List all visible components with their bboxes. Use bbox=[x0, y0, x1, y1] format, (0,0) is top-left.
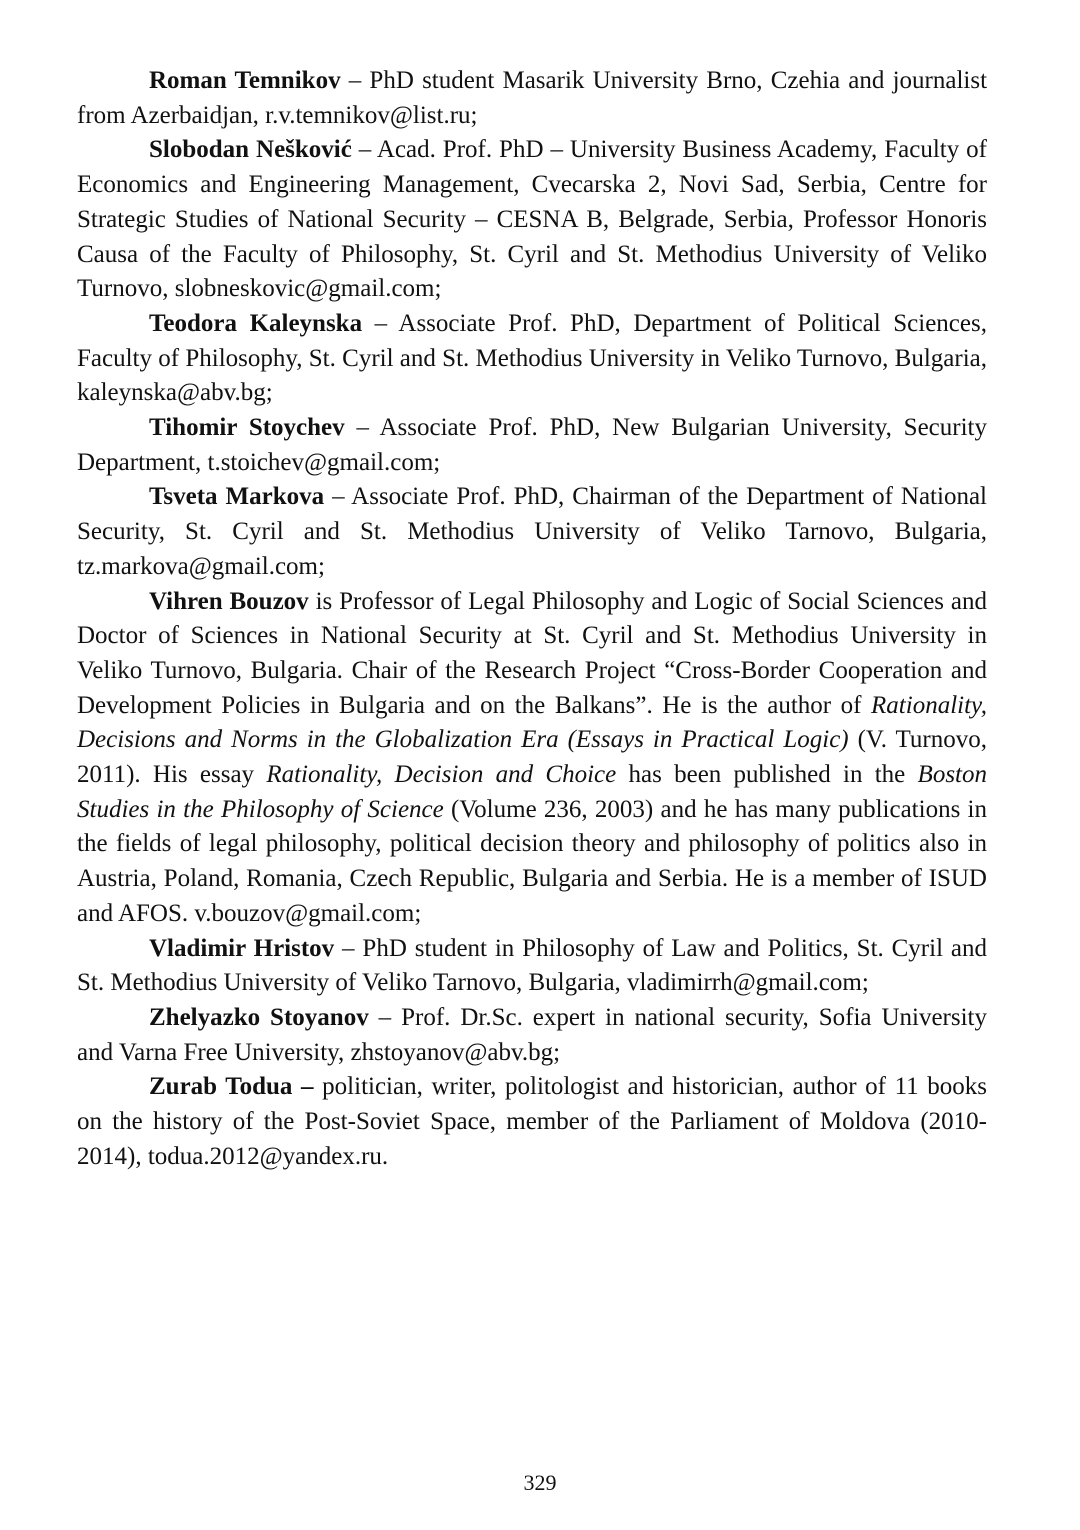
contributor-entry-neskovic bbox=[77, 133, 987, 307]
contributor-entry-temnikov bbox=[77, 64, 987, 133]
contributor-description: – PhD student in Philosophy of Law and Politics, St. Cyril and St. Methodius University of Veliko Tarnovo, Bulgaria, vladimirrh@gmail.com; bbox=[77, 934, 987, 997]
contributor-name: Zurab Todua – bbox=[149, 1073, 314, 1101]
contributors-list bbox=[77, 64, 987, 1175]
contributor-name: Teodora Kaleynska bbox=[149, 309, 363, 337]
series-title: Boston Studies in the Philosophy of Science bbox=[77, 761, 987, 823]
contributor-description: – Associate Prof. PhD, Chairman of the Department of National Security, St. Cyril and St. Methodius University of Veliko Tarnovo, Bulgaria, tz.markova@gmail.com; bbox=[77, 483, 987, 580]
page-number: 329 bbox=[523, 1470, 557, 1495]
contributor-description: (V. Turnovo, 2011). His essay bbox=[77, 726, 987, 789]
contributor-entry-hristov bbox=[77, 932, 987, 1001]
essay-title: Rationality, Decision and Choice bbox=[266, 761, 617, 789]
contributor-description: – Associate Prof. PhD, New Bulgarian University, Security Department, t.stoichev@gmail.com; bbox=[77, 414, 987, 476]
contributor-entry-stoyanov bbox=[77, 1001, 987, 1070]
contributor-entry-todua bbox=[77, 1070, 987, 1174]
contributor-description: – Acad. Prof. PhD – University Business Academy, Faculty of Economics and Engineering Management, Cvecarska 2, Novi Sad, Serbia, Centre for Strategic Studies of National Security – CESNA B, Belgrade, Serbia, Professor Honoris Causa of the Faculty of Philosophy, St. Cyril and St. Methodius University of Veliko Turnovo, slobneskovic@gmail.com; bbox=[77, 136, 987, 303]
contributor-description: – Associate Prof. PhD, Department of Political Sciences, Faculty of Philosophy, St. Cyril and St. Methodius University in Veliko Turnovo, Bulgaria, kaleynska@abv.bg; bbox=[77, 309, 987, 407]
book-title: Rationality, Decisions and Norms in the Globalization Era (Essays in Practical Logic) bbox=[77, 691, 987, 754]
contributor-name: Vladimir Hristov bbox=[149, 934, 335, 962]
contributor-description: – Prof. Dr.Sc. expert in national security, Sofia University and Varna Free University, zhstoyanov@abv.bg; bbox=[77, 1003, 987, 1066]
contributor-name: Slobodan Nešković bbox=[149, 136, 352, 164]
contributor-name: Roman Temnikov bbox=[149, 67, 341, 94]
contributor-name: Vihren Bouzov bbox=[149, 587, 309, 615]
contributor-name: Zhelyazko Stoyanov bbox=[149, 1003, 369, 1031]
contributor-description: – PhD student Masarik University Brno, Czehia and journalist from Azerbaidjan, r.v.temnikov@list.ru; bbox=[77, 67, 988, 129]
contributor-name: Tihomir Stoychev bbox=[149, 414, 345, 442]
contributor-description: politician, writer, politologist and historician, author of 11 books on the history of the Post-Soviet Space, member of the Parliament of Moldova (2010-2014), todua.2012@yandex.ru. bbox=[77, 1073, 987, 1170]
contributor-entry-bouzov bbox=[77, 585, 987, 932]
contributor-name: Tsveta Markova bbox=[149, 483, 325, 511]
contributor-description: has been published in the bbox=[616, 761, 918, 789]
contributor-description: (Volume 236, 2003) and he has many publications in the fields of legal philosophy, political decision theory and philosophy of politics also in Austria, Poland, Romania, Czech Republic, Bulgaria and Serbia. He is a member of ISUD and AFOS. v.bouzov@gmail.com; bbox=[77, 795, 988, 927]
contributor-entry-stoychev bbox=[77, 411, 987, 480]
contributor-description: is Professor of Legal Philosophy and Logic of Social Sciences and Doctor of Sciences in National Security at St. Cyril and St. Methodius University in Veliko Turnovo, Bulgaria. Chair of the Research Project “Cross-Border Cooperation and Development Policies in Bulgaria and on the Balkans”. He is the author of bbox=[77, 587, 988, 719]
contributor-entry-markova bbox=[77, 480, 987, 584]
contributor-entry-kaleynska bbox=[77, 307, 987, 411]
